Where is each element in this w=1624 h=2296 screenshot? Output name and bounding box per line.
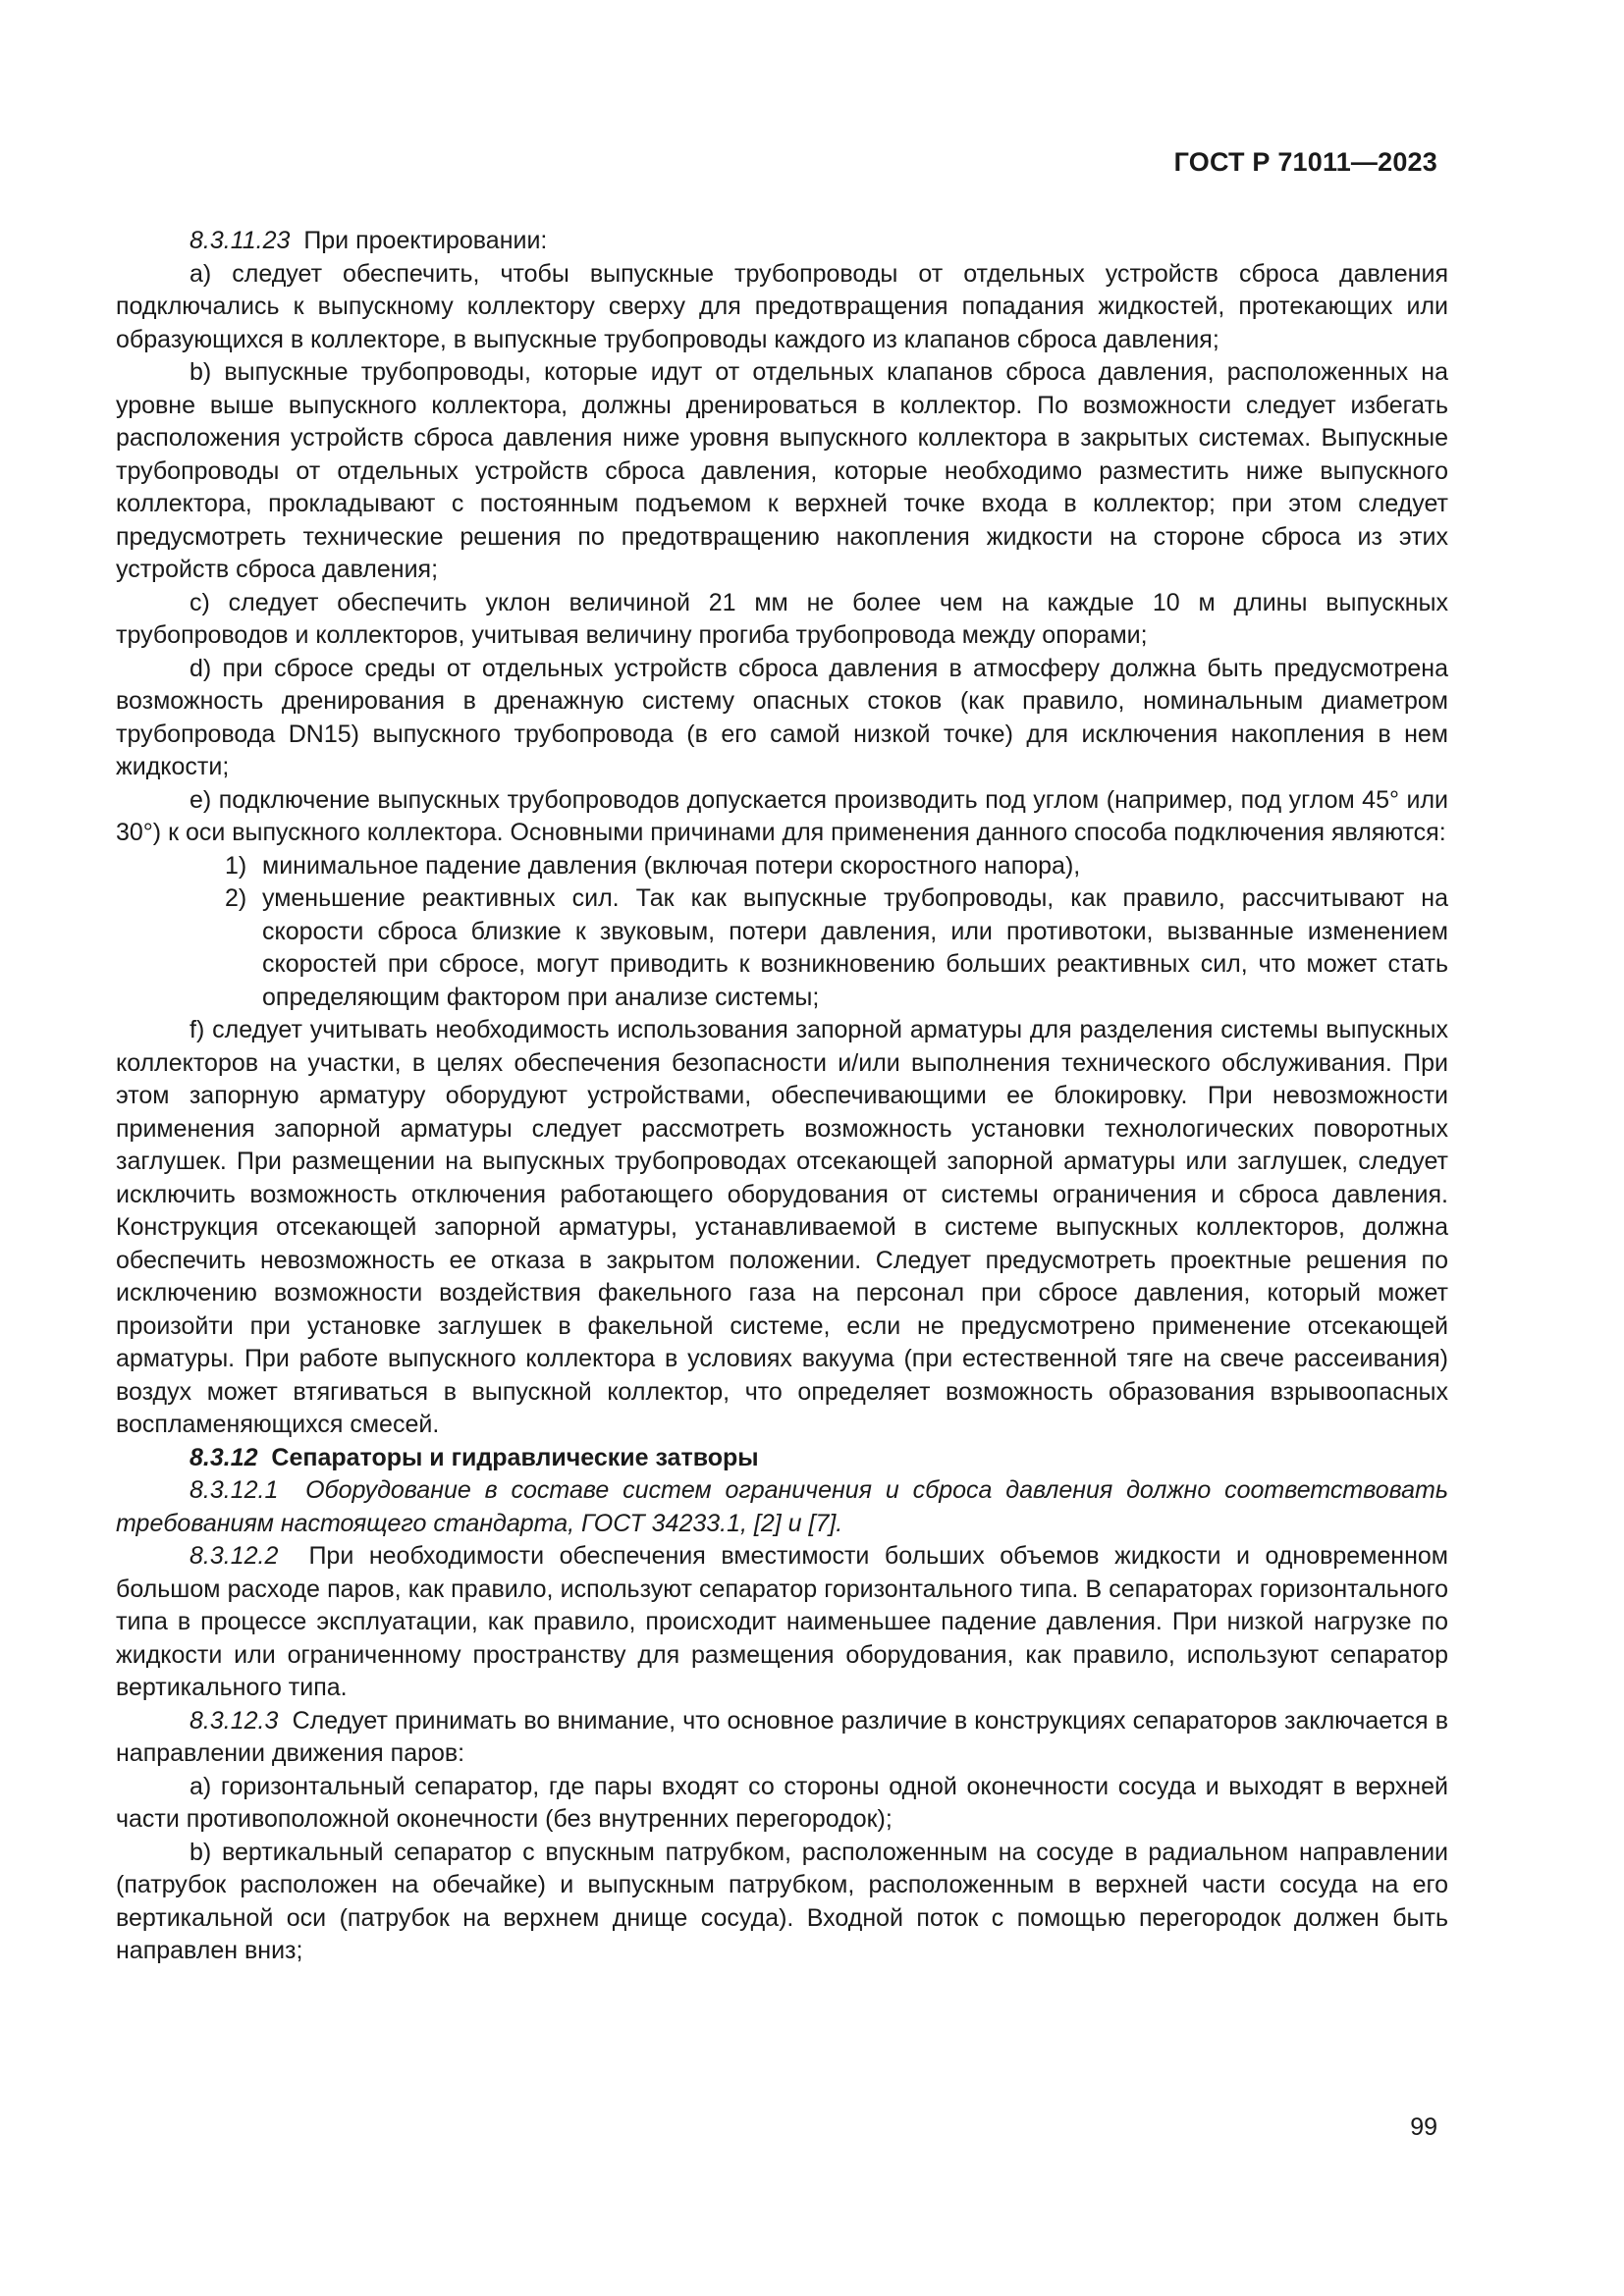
document-header xyxy=(1174,147,1437,178)
clause-8-3-11-23 xyxy=(116,225,1448,258)
list-text: минимальное падение давления (включая потери скоростного напора), xyxy=(262,851,1081,880)
list-item-2 xyxy=(116,882,1448,1014)
clause-text: Оборудование в составе систем ограничения и сброса давления должно соответствовать требованиям настоящего стандарта, ГОСТ 34233.1, [2] и [7]. xyxy=(116,1476,1448,1537)
clause-8-3-12-2 xyxy=(116,1540,1448,1705)
document-body xyxy=(116,225,1448,1968)
section-number: 8.3.12 xyxy=(189,1443,258,1471)
clause-text: При необходимости обеспечения вместимости больших объемов жидкости и одновременном большом расходе паров, как правило, используют сепаратор горизонтального типа. В сепараторах горизонтального типа в процессе эксплуатации, как правило, происходит наименьшее падение давления. При низкой нагрузке по жидкости или ограниченному пространству для размещения оборудования, как правило, используют сепаратор вертикального типа. xyxy=(116,1542,1448,1701)
clause-text: При проектировании: xyxy=(303,227,548,254)
list-marker: 1) xyxy=(225,851,247,880)
item-b: b) выпускные трубопроводы, которые идут от отдельных клапанов сброса давления, расположенных на уровне выше выпускного коллектора, должны дренироваться в коллектор. По возможности следует избегать расположения устройств сброса давления ниже уровня выпускного коллектора в закрытых системах. Выпускные трубопроводы от отдельных устройств сброса давления, которые необходимо разместить ниже выпускного коллектора, прокладывают с постоянным подъемом к верхней точке входа в коллектор; при этом следует предусмотреть технические решения по предотвращению накопления жидкости на стороне сброса из этих устройств сброса давления; xyxy=(116,358,1448,583)
item-d: d) при сбросе среды от отдельных устройств сброса давления в атмосферу должна быть предусмотрена возможность дренирования в дренажную систему опасных стоков (как правило, номинальным диаметром трубопровода DN15) выпускного трубопровода (в его самой низкой точке) для исключения накопления в нем жидкости; xyxy=(116,654,1448,780)
clause-number: 8.3.12.3 xyxy=(189,1706,279,1735)
item-a: a) следует обеспечить, чтобы выпускные трубопроводы от отдельных устройств сброса давления подключались к выпускному коллектору сверху для предотвращения попадания жидкостей, протекающих или образующихся в коллекторе, в выпускные трубопроводы каждого из клапанов сброса давления; xyxy=(116,259,1448,353)
list-item-1 xyxy=(116,850,1448,883)
item-b-separator: b) вертикальный сепаратор с впускным патрубком, расположенным на сосуде в радиальном направлении (патрубок расположен на обечайке) и выпускным патрубком, расположенным в верхней части сосуда на его вертикальной оси (патрубок на верхнем днище сосуда). Входной поток с помощью перегородок должен быть направлен вниз; xyxy=(116,1838,1448,1964)
section-title: Сепараторы и гидравлические затворы xyxy=(271,1443,759,1471)
item-e: e) подключение выпускных трубопроводов допускается производить под углом (например, под углом 45° или 30°) к оси выпускного коллектора. Основными причинами для применения данного способа подключения являются: xyxy=(116,785,1448,846)
list-text: уменьшение реактивных сил. Так как выпускные трубопроводы, как правило, рассчитывают на скорости сброса близкие к звуковым, потери давления, или противотоки, вызванные изменением скоростей при сбросе, могут приводить к возникновению больших реактивных сил, что может стать определяющим фактором при анализе системы; xyxy=(262,884,1448,1011)
page-number: 99 xyxy=(1410,2113,1437,2141)
item-c: c) следует обеспечить уклон величиной 21 мм не более чем на каждые 10 м длины выпускных трубопроводов и коллекторов, учитывая величину прогиба трубопровода между опорами; xyxy=(116,588,1448,649)
clause-number: 8.3.12.2 xyxy=(189,1542,279,1570)
list-marker: 2) xyxy=(225,884,247,912)
clause-text: Следует принимать во внимание, что основное различие в конструкциях сепараторов заключается в направлении движения паров: xyxy=(116,1706,1448,1767)
section-heading-8-3-12 xyxy=(116,1442,1448,1475)
item-f: f) следует учитывать необходимость использования запорной арматуры для разделения системы выпускных коллекторов на участки, в целях обеспечения безопасности и/или выполнения технического обслуживания. При этом запорную арматуру оборудуют устройствами, обеспечивающими ее блокировку. При невозможности применения запорной арматуры следует рассмотреть возможность установки технологических поворотных заглушек. При размещении на выпускных трубопроводах отсекающей запорной арматуры или заглушек, следует исключить возможность отключения работающего оборудования от системы ограничения и сброса давления. Конструкция отсекающей запорной арматуры, устанавливаемой в системе выпускных коллекторов, должна обеспечить невозможность ее отказа в закрытом положении. Следует предусмотреть проектные решения по исключению возможности воздействия факельного газа на персонал при сбросе давления, который может произойти при установке заглушек в факельной системе, если не предусмотрено применение отсекающей арматуры. При работе выпускного коллектора в условиях вакуума (при естественной тяге на свече рассеивания) воздух может втягиваться в выпускной коллектор, что определяет возможность образования взрывоопасных воспламеняющихся смесей. xyxy=(116,1016,1448,1438)
clause-number: 8.3.11.23 xyxy=(189,227,291,254)
item-a-separator: a) горизонтальный сепаратор, где пары входят со стороны одной оконечности сосуда и выходят в верхней части противоположной оконечности (без внутренних перегородок); xyxy=(116,1772,1448,1833)
clause-8-3-12-3 xyxy=(116,1705,1448,1771)
standard-id: ГОСТ Р 71011—2023 xyxy=(1173,147,1437,177)
clause-number: 8.3.12.1 xyxy=(189,1476,279,1504)
clause-8-3-12-1 xyxy=(116,1474,1448,1540)
